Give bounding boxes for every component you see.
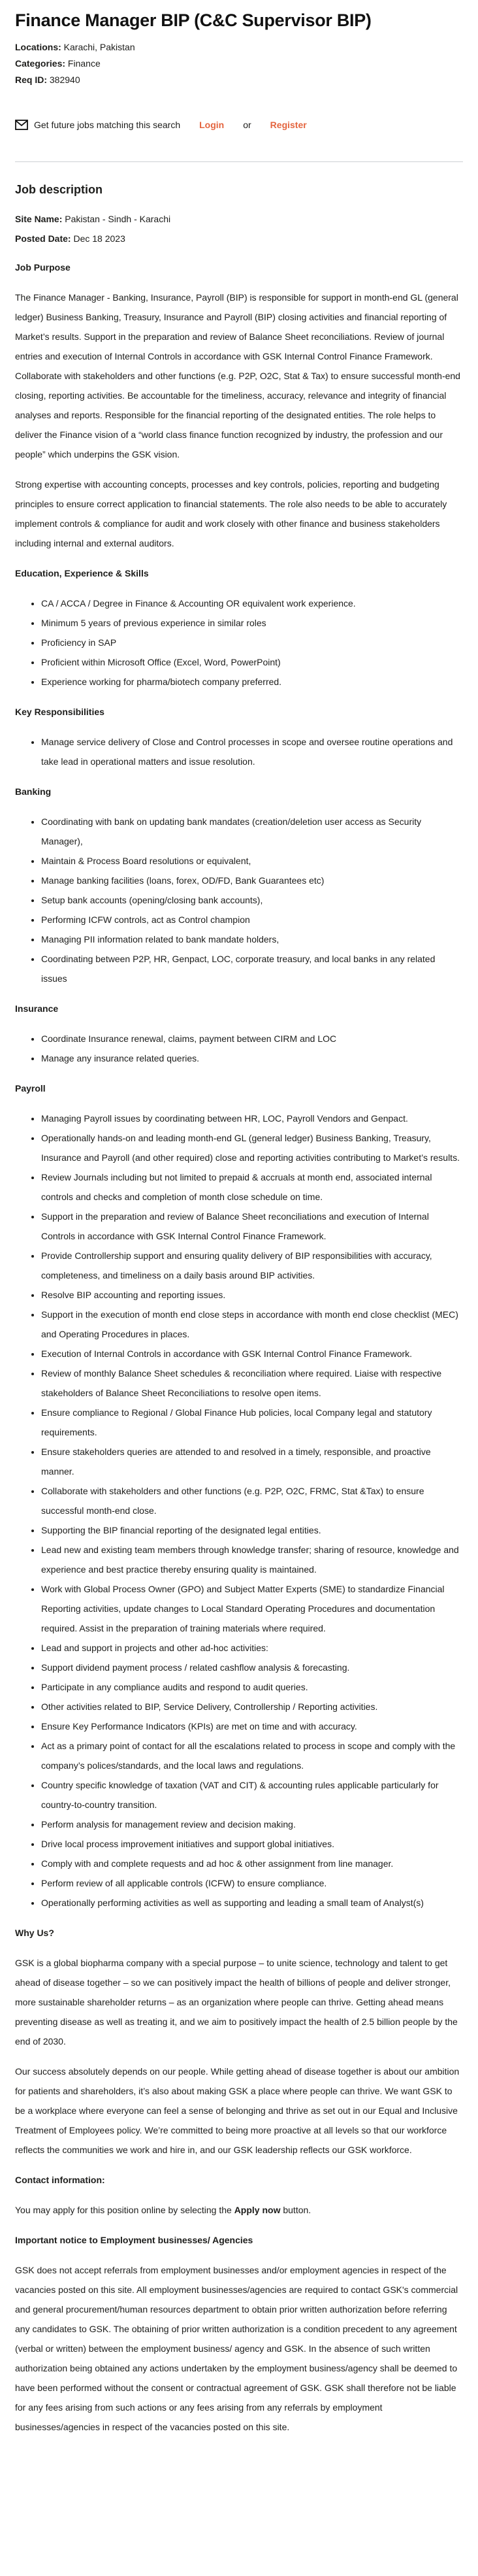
agency-notice-paragraph: GSK does not accept referrals from employment businesses and/or employment agencies in respect of the vacancies posted on this site. All employment businesses/agencies are required to contact GSK's commercial and general procurement/human resources department to obtain prior written authorization before referring any candidates to GSK. The obtaining of prior written authorization is a condition precedent to any agreement (verbal or written) between the employment business/ agency and GSK. In the absence of such written authorization being obtained any actions undertaken by the employment business/agency shall be deemed to have been performed without the consent or contractual agreement of GSK. GSK shall therefore not be liable for any fees arising from such actions or any fees arising from any referrals by employment businesses/agencies in respect of the vacancies posted on this site. (15, 2265, 458, 2432)
education-item: • Proficient within Microsoft Office (Excel, Word, PowerPoint) (41, 652, 463, 672)
education-item: • Minimum 5 years of previous experience in similar roles (41, 613, 463, 633)
insurance-list (15, 1029, 463, 1068)
payroll-item: • Execution of Internal Controls in accordance with GSK Internal Control Finance Framework. (41, 1344, 463, 1363)
key-responsibilities-heading: Key Responsibilities (15, 707, 104, 717)
job-description-body (15, 209, 463, 2437)
site-name-line (15, 209, 463, 229)
mail-icon (15, 120, 28, 130)
why-us-heading: Why Us? (15, 1928, 54, 1938)
payroll-item: • Supporting the BIP financial reporting of the designated legal entities. (41, 1520, 463, 1540)
payroll-item: • Ensure compliance to Regional / Global Finance Hub policies, local Company legal and statutory requirements. (41, 1403, 463, 1442)
payroll-item: • Provide Controllership support and ensuring quality delivery of BIP responsibilities with accuracy, completeness, and timeliness on a daily basis around BIP activities. (41, 1246, 463, 1285)
section-divider (15, 161, 463, 162)
payroll-item: • Drive local process improvement initiatives and support global initiatives. (41, 1834, 463, 1854)
payroll-item: • Review Journals including but not limited to prepaid & accruals at month end, associated internal controls and checks and completion of month close schedule on time. (41, 1167, 463, 1207)
job-purpose-paragraph: Strong expertise with accounting concepts, processes and key controls, policies, reporting and budgeting principles to ensure correct application to financial statements. The role also needs to be able to accurately implement controls & compliance for audit and work closely with other finance and business stakeholders including internal and external auditors. (15, 479, 447, 548)
banking-item: • Maintain & Process Board resolutions or equivalent, (41, 851, 463, 871)
register-link[interactable]: Register (270, 120, 307, 130)
payroll-item: • Work with Global Process Owner (GPO) and Subject Matter Experts (SME) to standardize Financial Reporting activities, update changes to Local Standard Operating Procedures and documentation required. Assist in the preparation of training materials where required. (41, 1579, 463, 1638)
why-us-paragraph: GSK is a global biopharma company with a special purpose – to unite science, technology and talent to get ahead of disease together – so we can positively impact the health of billions of people and deliver stronger, more sustainable shareholder returns – as an organization where people can thrive. Getting ahead means preventing disease as well as treating it, and we aim to positively impact the health of 2.5 billion people by the end of 2030. (15, 1958, 458, 2047)
categories-value: Finance (67, 58, 101, 69)
payroll-item: • Other activities related to BIP, Service Delivery, Controllership / Reporting activities. (41, 1697, 463, 1716)
education-item: • Proficiency in SAP (41, 633, 463, 652)
payroll-item: • Act as a primary point of contact for all the escalations related to process in scope and comply with the company’s polices/standards, and the local laws and regulations. (41, 1736, 463, 1775)
contact-paragraph (15, 2200, 463, 2220)
education-item: • CA / ACCA / Degree in Finance & Accounting OR equivalent work experience. (41, 594, 463, 613)
payroll-item: • Operationally performing activities as well as supporting and leading a small team of Analyst(s) (41, 1893, 463, 1913)
payroll-item: • Perform analysis for management review and decision making. (41, 1815, 463, 1834)
req-id-label: Req ID: (15, 75, 47, 85)
payroll-item: • Resolve BIP accounting and reporting issues. (41, 1285, 463, 1305)
payroll-item: • Comply with and complete requests and ad hoc & other assignment from line manager. (41, 1854, 463, 1873)
or-text: or (243, 120, 251, 130)
education-item: • Experience working for pharma/biotech company preferred. (41, 672, 463, 692)
payroll-item: • Perform review of all applicable controls (ICFW) to ensure compliance. (41, 1873, 463, 1893)
site-name-label: Site Name: (15, 214, 63, 224)
job-alert-text: Get future jobs matching this search (34, 120, 181, 130)
req-id-line (15, 72, 463, 88)
locations-label: Locations: (15, 42, 61, 52)
agency-notice-heading: Important notice to Employment businesses/ Agencies (15, 2235, 253, 2245)
payroll-item: • Support in the preparation and review of Balance Sheet reconciliations and execution of Internal Controls in accordance with GSK Internal Control Finance Framework. (41, 1207, 463, 1246)
payroll-item: • Support in the execution of month end close steps in accordance with month end close checklist (MEC) and Operating Procedures in places. (41, 1305, 463, 1344)
payroll-item: • Collaborate with stakeholders and other functions (e.g. P2P, O2C, FRMC, Stat &Tax) to ensure successful month-end close. (41, 1481, 463, 1520)
categories-line (15, 56, 463, 72)
payroll-heading: Payroll (15, 1083, 46, 1094)
payroll-item: • Lead new and existing team members through knowledge transfer; sharing of resource, knowledge and experience and best practice thereby ensuring quality is maintained. (41, 1540, 463, 1579)
payroll-item: • Lead and support in projects and other ad-hoc activities: (41, 1638, 463, 1658)
payroll-item: • Participate in any compliance audits and respond to audit queries. (41, 1677, 463, 1697)
job-title: Finance Manager BIP (C&C Supervisor BIP) (15, 10, 372, 30)
payroll-item: • Support dividend payment process / related cashflow analysis & forecasting. (41, 1658, 463, 1677)
banking-item: • Manage banking facilities (loans, forex, OD/FD, Bank Guarantees etc) (41, 871, 463, 890)
banking-list (15, 812, 463, 988)
insurance-item: • Coordinate Insurance renewal, claims, payment between CIRM and LOC (41, 1029, 463, 1048)
payroll-item: • Ensure Key Performance Indicators (KPIs) are met on time and with accuracy. (41, 1716, 463, 1736)
payroll-item: • Country specific knowledge of taxation (VAT and CIT) & accounting rules applicable particularly for country-to-country transition. (41, 1775, 463, 1815)
banking-item: • Performing ICFW controls, act as Control champion (41, 910, 463, 929)
contact-text-after: button. (280, 2205, 311, 2215)
job-alert-row (15, 118, 463, 131)
insurance-item: • Manage any insurance related queries. (41, 1048, 463, 1068)
contact-text-before: You may apply for this position online by selecting the (15, 2205, 234, 2215)
key-responsibilities-list (15, 732, 463, 771)
job-purpose-paragraph: The Finance Manager - Banking, Insurance, Payroll (BIP) is responsible for support in month-end GL (general ledger) Business Banking, Treasury, Insurance and Payroll (BIP) closing activities and financial reporting of Market’s results. Support in the preparation and review of Balance Sheet reconciliations. Review of journal entries and execution of Internal Controls in accordance with GSK Internal Control Finance Framework. Collaborate with stakeholders and other functions (e.g. P2P, O2C, Stat & Tax) to ensure successful month-end closing, reporting activities. Be accountable for the timeliness, accuracy, relevance and integrity of financial analyses and reports. Responsible for the financial reporting of the designated entities. The role helps to deliver the Finance vision of a “world class finance function recognized by industry, the profession and our people” which underpins the GSK vision. (15, 292, 460, 460)
payroll-list (15, 1109, 463, 1913)
job-description-heading: Job description (15, 183, 103, 196)
apply-now-text: Apply now (234, 2205, 281, 2215)
payroll-item: • Ensure stakeholders queries are attended to and resolved in a timely, responsible, and proactive manner. (41, 1442, 463, 1481)
site-name-value: Pakistan - Sindh - Karachi (65, 214, 171, 224)
req-id-value: 382940 (49, 75, 80, 85)
job-purpose-heading: Job Purpose (15, 262, 71, 273)
payroll-item: • Managing Payroll issues by coordinating between HR, LOC, Payroll Vendors and Genpact. (41, 1109, 463, 1128)
banking-item: • Managing PII information related to bank mandate holders, (41, 929, 463, 949)
payroll-item: • Review of monthly Balance Sheet schedules & reconciliation where required. Liaise with respective stakeholders of Balance Sheet Reconciliations to resolve open items. (41, 1363, 463, 1403)
insurance-heading: Insurance (15, 1003, 59, 1014)
banking-item: • Coordinating with bank on updating bank mandates (creation/deletion user access as Security Manager), (41, 812, 463, 851)
locations-line (15, 39, 463, 56)
banking-heading: Banking (15, 786, 52, 797)
posted-date-value: Dec 18 2023 (73, 233, 125, 244)
categories-label: Categories: (15, 58, 66, 69)
posted-date-label: Posted Date: (15, 233, 71, 244)
why-us-paragraph: Our success absolutely depends on our people. While getting ahead of disease together is about our ambition for patients and shareholders, it’s also about making GSK a place where people can thrive. We want GSK to be a workplace where everyone can feel a sense of belonging and thrive as set out in our Equal and Inclusive Treatment of Employees policy. We’re committed to being more proactive at all levels so that our workforce reflects the communities we work and hire in, and our GSK leadership reflects our GSK workforce. (15, 2066, 460, 2155)
locations-value: Karachi, Pakistan (63, 42, 135, 52)
posted-date-line (15, 229, 463, 248)
education-list (15, 594, 463, 692)
payroll-item: • Operationally hands-on and leading month-end GL (general ledger) Business Banking, Treasury, Insurance and Payroll (and other required) close and reporting activities contributing to Market’s results. (41, 1128, 463, 1167)
education-heading: Education, Experience & Skills (15, 568, 149, 578)
banking-item: • Coordinating between P2P, HR, Genpact, LOC, corporate treasury, and local banks in any related issues (41, 949, 463, 988)
banking-item: • Setup bank accounts (opening/closing bank accounts), (41, 890, 463, 910)
login-link[interactable]: Login (199, 120, 225, 130)
contact-heading: Contact information: (15, 2175, 105, 2185)
key-responsibility-item: • Manage service delivery of Close and Control processes in scope and oversee routine operations and take lead in operational matters and issue resolution. (41, 732, 463, 771)
